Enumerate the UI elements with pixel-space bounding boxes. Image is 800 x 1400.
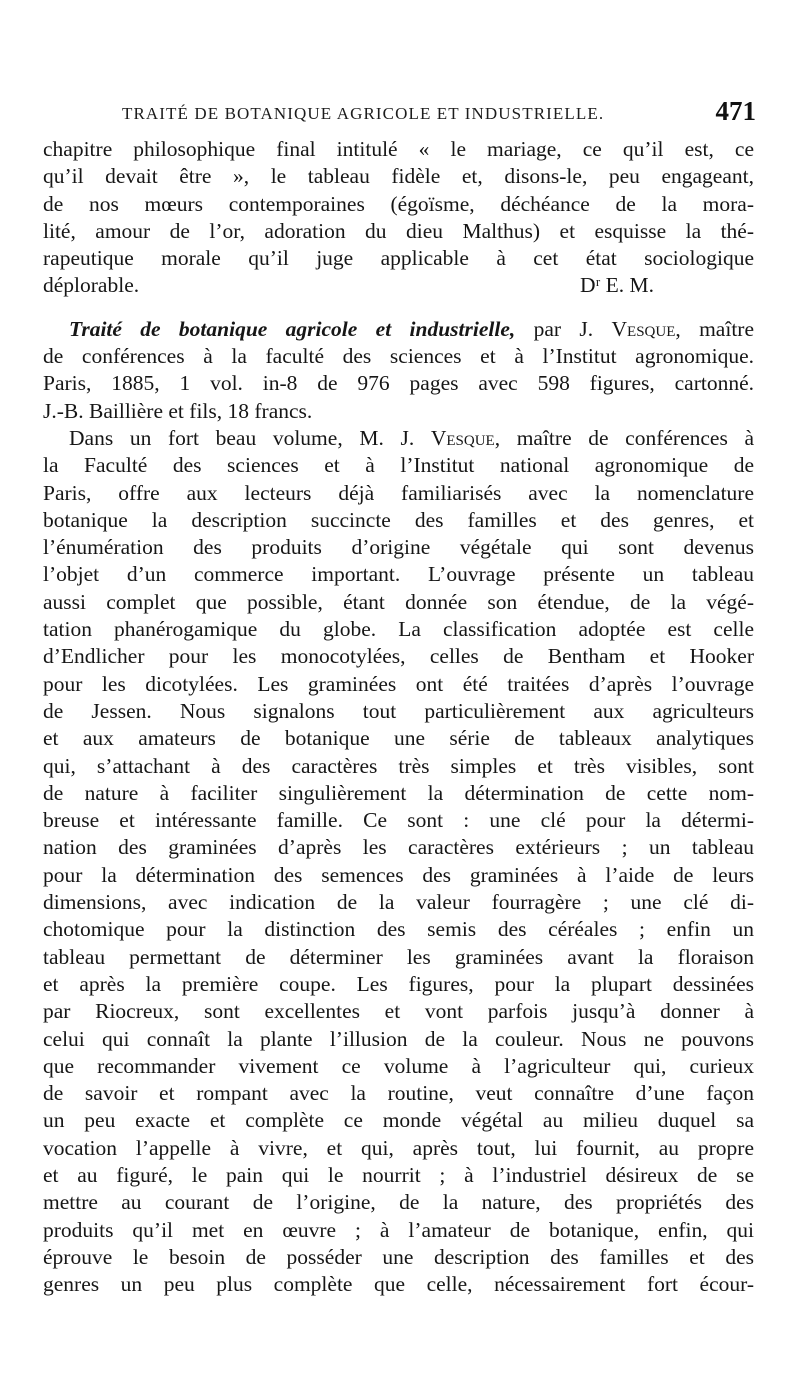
section-gap	[43, 300, 754, 316]
review-first-line	[43, 425, 754, 452]
text-line: éprouve le besoin de posséder une description des familles et des	[43, 1244, 754, 1269]
review-paragraph	[43, 425, 754, 1299]
text-line: vocation l’appelle à vivre, et qui, après tout, lui fournit, au propre	[43, 1135, 754, 1160]
text-line: aussi complet que possible, étant donnée son étendue, de la végé-	[43, 589, 754, 614]
text-line: de Jessen. Nous signalons tout particulièrement aux agriculteurs	[43, 698, 754, 723]
signed-line	[43, 272, 754, 299]
review-first-line-start: Dans un fort beau volume, M. J.	[69, 425, 431, 450]
text-line: nation des graminées d’après les caractères extérieurs ; un tableau	[43, 835, 754, 860]
signature: Dʳ E. M.	[580, 273, 654, 298]
text-line: l’énumération des produits d’origine végétale qui sont devenus	[43, 535, 754, 560]
text-line: qui, s’attachant à des caractères très simples et très visibles, sont	[43, 753, 754, 778]
text-line: produits qu’il met en œuvre ; à l’amateur de botanique, enfin, qui	[43, 1217, 754, 1242]
entry-author: Vesque	[611, 316, 676, 341]
text-line: d’Endlicher pour les monocotylées, celles de Bentham et Hooker	[43, 644, 754, 669]
text-line: que recommander vivement ce volume à l’agriculteur qui, curieux	[43, 1053, 754, 1078]
text-line: et après la première coupe. Les figures, pour la plupart dessinées	[43, 971, 754, 996]
entry-by: par J.	[515, 316, 612, 341]
book-entry	[43, 316, 754, 425]
text-line: mettre au courant de l’origine, de la nature, des propriétés des	[43, 1190, 754, 1215]
book-title: Traité de botanique agricole et industrielle,	[69, 316, 516, 341]
text-line: l’objet d’un commerce important. L’ouvrage présente un tableau	[43, 562, 754, 587]
text-line: par Riocreux, sont excellentes et vont parfois jusqu’à donner à	[43, 999, 754, 1024]
text-line: J.-B. Baillière et fils, 18 francs.	[43, 398, 313, 423]
text-line: pour les dicotylées. Les graminées ont été traitées d’après l’ouvrage	[43, 671, 754, 696]
text-line: genres un peu plus complète que celle, nécessairement fort écour-	[43, 1272, 754, 1297]
text-line: et au figuré, le pain qui le nourrit ; à l’industriel désireux de se	[43, 1162, 754, 1187]
text-line: dimensions, avec indication de la valeur fourragère ; une clé di-	[43, 890, 754, 915]
text-line: de savoir et rompant avec la routine, veut connaître d’une façon	[43, 1081, 754, 1106]
text-line: de conférences à la faculté des sciences et à l’Institut agronomique.	[43, 344, 754, 369]
running-title: TRAITÉ DE BOTANIQUE AGRICOLE ET INDUSTRIELLE.	[122, 104, 605, 123]
text-line: rapeutique morale qu’il juge applicable à cet état sociologique	[43, 246, 754, 271]
review-author: Vesque	[430, 425, 495, 450]
text-line: Paris, 1885, 1 vol. in-8 de 976 pages avec 598 figures, cartonné.	[43, 371, 754, 396]
text-line: qu’il devait être », le tableau fidèle et, disons-le, peu engageant,	[43, 164, 754, 189]
page-body	[43, 136, 754, 1298]
text-line: breuse et intéressante famille. Ce sont : une clé pour la détermi-	[43, 808, 754, 833]
text-line-end: déplorable.	[43, 273, 140, 298]
text-line: tation phanérogamique du globe. La classification adoptée est celle	[43, 617, 754, 642]
text-line: de nature à faciliter singulièrement la détermination de cette nom-	[43, 780, 754, 805]
text-line: de nos mœurs contemporaines (égoïsme, déchéance de la mora-	[43, 191, 754, 216]
review-first-line-end: , maître de conférences à	[494, 425, 754, 450]
text-line: botanique la description succincte des familles et des genres, et	[43, 507, 754, 532]
running-head	[40, 96, 760, 136]
review-end-paragraph	[43, 136, 754, 300]
text-line: pour la détermination des semences des graminées à l’aide de leurs	[43, 862, 754, 887]
text-line: chotomique pour la distinction des semis des céréales ; enfin un	[43, 917, 754, 942]
text-line: tableau permettant de déterminer les graminées avant la floraison	[43, 944, 754, 969]
page-number: 471	[715, 96, 756, 126]
text-line: Paris, offre aux lecteurs déjà familiarisés avec la nomenclature	[43, 480, 754, 505]
text-line: chapitre philosophique final intitulé « le mariage, ce qu’il est, ce	[43, 137, 754, 161]
text-line: un peu exacte et complète ce monde végétal au milieu duquel sa	[43, 1108, 754, 1133]
text-line: la Faculté des sciences et à l’Institut national agronomique de	[43, 453, 754, 478]
text-line: celui qui connaît la plante l’illusion de la couleur. Nous ne pouvons	[43, 1026, 754, 1051]
entry-first-line-rest: , maître	[675, 316, 754, 341]
entry-first-line	[43, 316, 754, 343]
text-line: et aux amateurs de botanique une série de tableaux analytiques	[43, 726, 754, 751]
text-line: lité, amour de l’or, adoration du dieu Malthus) et esquisse la thé-	[43, 218, 754, 243]
